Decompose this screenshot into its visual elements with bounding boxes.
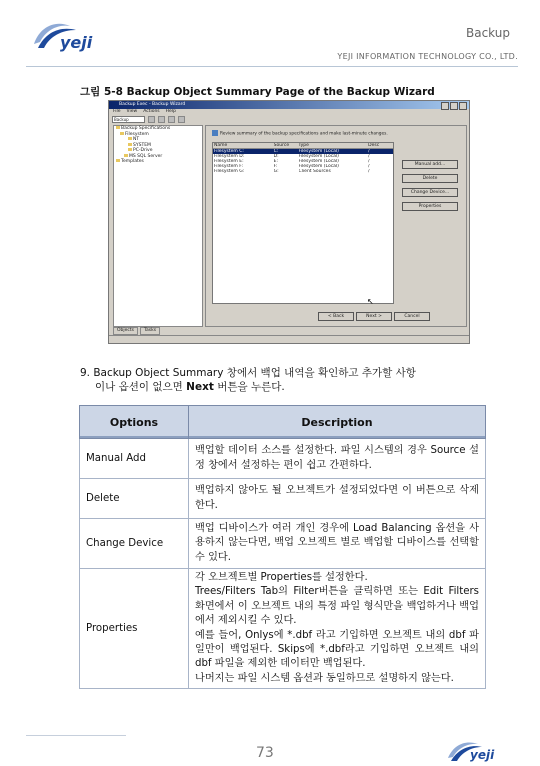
menu-file[interactable]: File (113, 109, 121, 114)
tree-tabs (113, 327, 160, 335)
cancel-button[interactable]: Cancel (394, 312, 430, 321)
menu-help[interactable]: Help (165, 109, 176, 114)
toolbar (109, 115, 469, 123)
back-icon[interactable] (148, 116, 155, 123)
col-source[interactable]: Source (273, 143, 290, 148)
context-select[interactable]: Backup (112, 116, 145, 123)
properties-button[interactable]: Properties (402, 202, 458, 211)
window-controls (441, 102, 467, 110)
object-list (212, 142, 394, 304)
option-cell: Change Device (80, 519, 189, 569)
figure-caption: 그림 5-8 Backup Object Summary Page of the Backup Wizard (80, 86, 435, 98)
back-button[interactable]: < Back (318, 312, 354, 321)
footer-yeji-logo (446, 738, 502, 764)
page-number: 73 (256, 745, 274, 761)
next-button[interactable]: Next > (356, 312, 392, 321)
cell-type: Filesystem (Local) (298, 164, 339, 169)
window-titlebar (109, 101, 469, 109)
cell-type: Filesystem (Local) (298, 154, 339, 159)
tree-node[interactable]: NT (114, 137, 202, 143)
cell-source: F: (273, 164, 278, 169)
cell-name: Filesystem G: (214, 169, 245, 174)
close-icon[interactable] (459, 102, 467, 110)
page-header-title: Backup (466, 26, 510, 40)
description-cell: 백업 디바이스가 여러 개인 경우에 Load Balancing 옵션을 사용하지 않는다면, 백업 오브젝트 별로 백업할 디바이스를 선택할 수 있다. (189, 519, 486, 569)
col-desc[interactable]: Desc (368, 143, 380, 148)
table-row (80, 569, 486, 689)
option-cell: Properties (80, 569, 189, 689)
cell-name: Filesystem E: (214, 159, 244, 164)
menu-view[interactable]: View (126, 109, 138, 114)
tree-node[interactable]: Templates (114, 159, 202, 165)
status-bar (109, 335, 469, 342)
minimize-icon[interactable] (441, 102, 449, 110)
cell-desc: / (368, 164, 370, 169)
cursor-icon: ↖ (367, 297, 374, 306)
menu-actions[interactable]: Actions (143, 109, 160, 114)
tree-node[interactable]: Backup Specifications (114, 126, 202, 132)
cell-source: G: (273, 169, 279, 174)
cell-desc: / (368, 149, 370, 154)
wizard-pane (205, 125, 467, 327)
cell-name: Filesystem D: (214, 154, 245, 159)
manual-add-button[interactable]: Manual add... (402, 160, 458, 169)
cell-name: Filesystem F: (214, 164, 243, 169)
yeji-logo (30, 18, 98, 54)
step-instruction (80, 366, 500, 394)
header-options: Options (80, 406, 189, 439)
cell-type: Filesystem (Local) (298, 149, 339, 154)
description-cell: 각 오브젝트별 Properties를 설정한다. Trees/Filters Tab의 Filter버튼을 클릭하면 또는 Edit Filters 화면에서 이 오브젝트 내의 특정 파일 형식만을 백업하거나 백업에서 제외시킬 수 있다. 예를 들어, Onlys에 *.dbf 라고 기입하면 오브젝트 내의 dbf 파일만이 백업된다. Skips에 *.dbf라고 기입하면 오브젝트 내의 dbf 파일을 제외한 데이터만 백업된다. 나머지는 파일 시스템 옵션과 동일하므로 설명하지 않는다. (189, 569, 486, 689)
table-row (80, 519, 486, 569)
footer-logo-text: yeji (470, 748, 495, 762)
wizard-intro: Review summary of the backup specifications and make last-minute changes. (212, 130, 452, 137)
delete-button[interactable]: Delete (402, 174, 458, 183)
cell-desc: / (368, 169, 370, 174)
cell-type: Client Sources (298, 169, 331, 174)
cell-source: D: (273, 154, 279, 159)
options-table (79, 405, 486, 689)
tree-node[interactable]: SYSTEM (114, 143, 202, 149)
help-icon[interactable] (178, 116, 185, 123)
table-row (80, 479, 486, 519)
description-cell: 백업할 데이터 소스를 설정한다. 파일 시스템의 경우 Source 설정 창에서 설정하는 편이 쉽고 간편하다. (189, 439, 486, 479)
step-line-2 (80, 380, 500, 394)
tab-tasks[interactable]: Tasks (140, 327, 160, 335)
step-line-1: 9. Backup Object Summary 창에서 백업 내역을 확인하고 추가할 사항 (80, 367, 416, 379)
wizard-screenshot (108, 100, 470, 344)
table-header-row (80, 406, 486, 439)
logo-text: yeji (60, 33, 93, 52)
option-cell: Delete (80, 479, 189, 519)
tab-objects[interactable]: Objects (113, 327, 138, 335)
step-next-keyword: Next (186, 381, 214, 393)
footer-divider (26, 735, 126, 736)
col-name[interactable]: Name (214, 143, 228, 148)
description-cell: 백업하지 않아도 될 오브젝트가 설정되었다면 이 버튼으로 삭제한다. (189, 479, 486, 519)
cell-desc: / (368, 154, 370, 159)
refresh-icon[interactable] (168, 116, 175, 123)
step-line-2-post: 버튼을 누른다. (213, 381, 285, 393)
wizard-nav (318, 312, 430, 321)
header-description: Description (189, 406, 486, 439)
change-device-button[interactable]: Change Device... (402, 188, 458, 197)
cell-name: Filesystem C: (214, 149, 244, 154)
cell-source: C: (273, 149, 279, 154)
step-line-2-pre: 이나 옵션이 없으면 (95, 381, 187, 393)
object-tree (113, 125, 203, 327)
company-name: YEJI INFORMATION TECHNOLOGY CO., LTD. (337, 52, 518, 61)
option-cell: Manual Add (80, 439, 189, 479)
cell-type: Filesystem (Local) (298, 159, 339, 164)
table-row (80, 439, 486, 479)
header-divider (26, 66, 518, 67)
tree-node[interactable]: PC-Drive (114, 148, 202, 154)
col-type[interactable]: Type (298, 143, 309, 148)
tree-node[interactable]: Filesystem (114, 132, 202, 138)
list-item[interactable] (213, 169, 393, 174)
cell-source: E: (273, 159, 279, 164)
forward-icon[interactable] (158, 116, 165, 123)
tree-node[interactable]: MS SQL Server (114, 154, 202, 160)
cell-desc: / (368, 159, 370, 164)
window-title: Backup Exec - Backup Wizard (119, 102, 186, 107)
maximize-icon[interactable] (450, 102, 458, 110)
